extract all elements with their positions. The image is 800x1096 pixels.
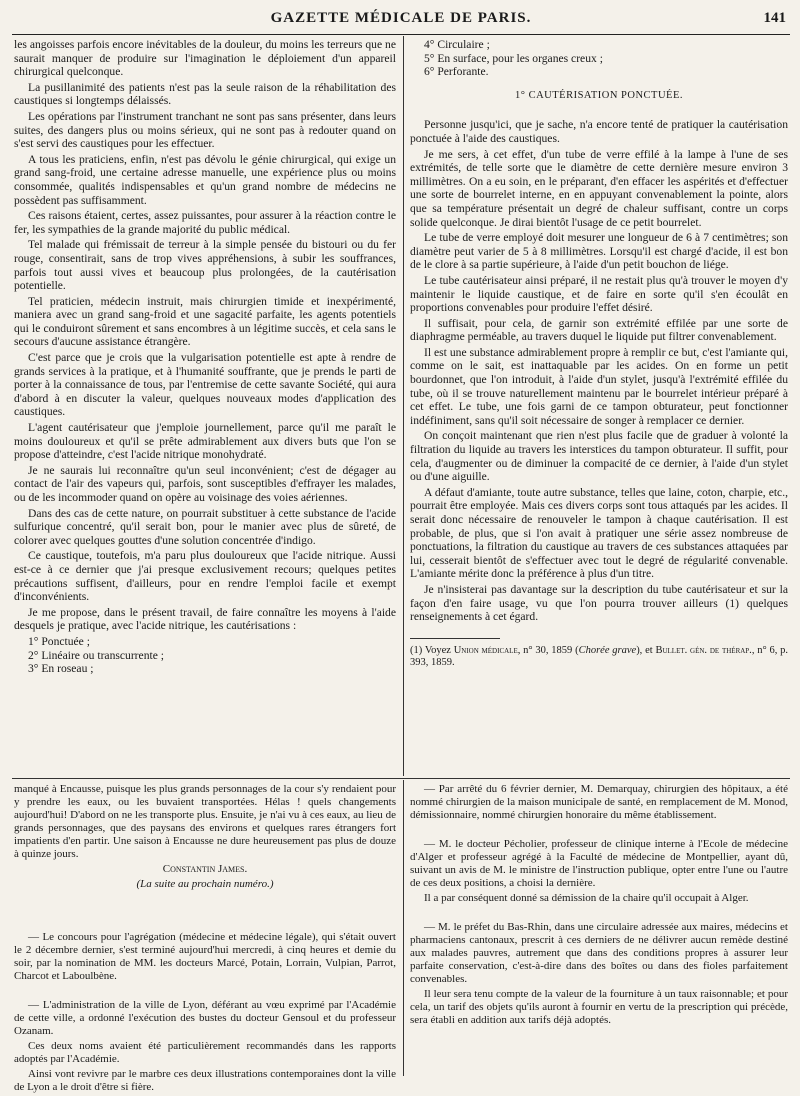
continuation-note: (La suite au prochain numéro.): [136, 878, 274, 890]
paragraph: Il est une substance admirablement propre à remplir ce but, c'est l'amiante qui, comme on le sait, est inattaquable par les acides. On en forme un petit bourdonnet, que l'on introduit, à l'aide d'un stylet, jusqu'à l'extrémité effilée du tube, où il se trouve naturellement maintenu par le bourrelet intérieur préparé à cet effet. Le tube, une fois garni de ce tampon obturateur, peut fonctionner indéfiniment, sans qu'il soit nécessaire de songer à remplacer ce dernier.: [410, 345, 788, 427]
footnote-ref: , n° 30, 1859 (: [517, 644, 579, 656]
list-item: 2° Linéaire ou transcurrente ;: [28, 648, 164, 662]
footnote-journal: Union médicale: [453, 644, 518, 656]
paragraph: Tel praticien, médecin instruit, mais chirurgien timide et inexpérimenté, maniera avec un grand sang-froid et une sagacité parfaite, les agents potentiels qui le conduiront sûrement et sans encombres à un légitime succès, et cela sans le secours d'aucune assistance étrangère.: [14, 294, 396, 349]
column-divider-top: [403, 36, 404, 776]
bottom-right-column: [410, 783, 788, 1029]
footnote-ref-end: ), et: [636, 644, 656, 656]
news-item: Ainsi vont revivre par le marbre ces deux illustrations contemporaines dont la ville de Lyon a le droit d'être si fière.: [14, 1068, 396, 1093]
paragraph: Personne jusqu'ici, que je sache, n'a encore tenté de pratiquer la cautérisation ponctuée à l'aide des caustiques.: [410, 118, 788, 145]
paragraph: Je n'insisterai pas davantage sur la description du tube cautérisateur et sur la façon d'en faire usage, vu que l'on pourra trouver ailleurs (1) quelques renseignements à cet égard.: [410, 582, 788, 624]
news-item: — M. le préfet du Bas-Rhin, dans une circulaire adressée aux maires, médecins et pharmaciens cantonaux, prescrit à ces derniers de ne délivrer aucun remède destiné aux malades pauvres, autrement que dans des conditions propres à assurer leur parfaite conservation, c'est-à-dire dans des boîtes ou dans des fioles parfaitement convenables.: [410, 921, 788, 985]
news-item: Il a par conséquent donné sa démission de la chaire qu'il occupait à Alger.: [424, 892, 749, 904]
news-item: — Le concours pour l'agrégation (médecine et médecine légale), qui s'était ouvert le 2 décembre dernier, s'est terminé aujourd'hui mercredi, à cinq heures et demie du soir, par la nomination de MM. les docteurs Marcé, Potain, Lorrain, Vulpian, Parrot, Charcot et Laboulbène.: [14, 931, 396, 982]
paragraph: La pusillanimité des patients n'est pas la seule raison de la réhabilitation des caustiques si longtemps délaissés.: [14, 80, 396, 108]
paragraph: Je me propose, dans le présent travail, de faire connaître les moyens à l'aide desquels je pratique, avec l'acide nitrique, les cautérisations :: [14, 605, 396, 633]
paragraph: Le tube cautérisateur ainsi préparé, il ne restait plus qu'à trouver le moyen d'y maintenir le liquide caustique, et de faire en sorte qu'il s'en écoulât en proportions convenables pour produire l'effet désiré.: [410, 273, 788, 315]
bottom-left-column: [14, 783, 396, 1096]
list-item: 1° Ponctuée ;: [28, 634, 90, 648]
footnote: [410, 645, 788, 670]
section-heading: 1° CAUTÉRISATION PONCTUÉE.: [515, 89, 683, 101]
paragraph: Le tube de verre employé doit mesurer une longueur de 6 à 7 centimètres; son diamètre peut varier de 5 à 8 millimètres. Lorsqu'il est chargé d'acide, il est bon de le clore à sa partie supérieure, à l'aide d'un petit bouchon de liége.: [410, 231, 788, 272]
footnote-ref: , n° 6, p. 393, 1859.: [410, 644, 788, 669]
paragraph: A défaut d'amiante, toute autre substance, telles que laine, coton, charpie, etc., pourrait être employée. Mais ces divers corps sont tous attaqués par les acides. Il serait donc nécessaire de renouveler le tampon à chaque cautérisation. Il est probable, de plus, que si l'on avait à pratiquer une série assez nombreuse de ponctuations, la filtration du caustique au travers de ces substances attaquées par lui, cesserait bientôt de s'effectuer avec tout le degré de régularité convenable. L'amiante mérite donc la préférence à plus d'un titre.: [410, 485, 788, 581]
footnote-ref-italic: Chorée grave: [578, 644, 637, 656]
paragraph: Tel malade qui frémissait de terreur à la simple pensée du bistouri ou du fer rouge, consentirait, sans de trop vives appréhensions, à subir les souffrances, parfois tout aussi vives et beaucoup plus prolongées, de la cautérisation potentielle.: [14, 238, 396, 293]
news-item: — M. le docteur Pécholier, professeur de clinique interne à l'Ecole de médecine d'Alger et professeur agrégé à la Faculté de médecine de Montpellier, ayant dû, suivant un avis de M. le ministre de l'instruction publique, opter entre l'une ou l'autre de ces deux positions, a choisi la dernière.: [410, 838, 788, 889]
news-item: — Par arrêté du 6 février dernier, M. Demarquay, chirurgien des hôpitaux, a été nommé chirurgien de la maison municipale de santé, en remplacement de M. Monod, démissionnaire, nommé chirurgien honoraire du même établissement.: [410, 783, 788, 821]
paragraph: L'agent cautérisateur que j'emploie journellement, parce qu'il me paraît le moins douloureux et qu'il se prête admirablement aux divers buts que l'on se propose d'atteindre, c'est l'acide nitrique monohydraté.: [14, 421, 396, 462]
page-number: 141: [763, 10, 786, 26]
list-item: 3° En roseau ;: [28, 662, 94, 676]
header-rule: [12, 34, 790, 35]
paragraph: A tous les praticiens, enfin, n'est pas dévolu le génie chirurgical, qui exige un grand sang-froid, une certaine adresse manuelle, une expérience plus ou moins consommée, qualités indispensables et qu'un grand nombre de médecins ne possèdent pas suffisamment.: [14, 152, 396, 207]
news-item: Ces deux noms avaient été particulièrement recommandés dans les rapports adoptés par l'Académie.: [14, 1040, 396, 1065]
list-item: 6° Perforante.: [424, 65, 489, 79]
paragraph: On conçoit maintenant que rien n'est plus facile que de graduer à volonté la filtration du liquide au travers les interstices du tampon obturateur. Il suffit, pour cela, d'augmenter ou de diminuer la compacité de ce dernier, à l'aide d'un stylet ou d'une aiguille.: [410, 429, 788, 484]
paragraph: les angoisses parfois encore inévitables de la douleur, du moins les terreurs que ne saurait manquer de produire sur l'imagination le déploiement d'un appareil chirurgical quelconque.: [14, 38, 396, 79]
paragraph: Ces raisons étaient, certes, assez puissantes, pour assurer à la réaction contre le fer, les sympathies de la grande majorité du public médical.: [14, 209, 396, 236]
news-item: — L'administration de la ville de Lyon, déférant au vœu exprimé par l'Académie de cette ville, a ordonné l'exécution des bustes du docteur Gensoul et du professeur Ozanam.: [14, 999, 396, 1037]
paragraph: Je ne saurais lui reconnaître qu'un seul inconvénient; c'est de dégager au contact de l'air des vapeurs qui, parfois, sont susceptibles d'effrayer les malades, ou de les incommoder quand on opère au voisinage des voies aériennes.: [14, 463, 396, 504]
paragraph: Je me sers, à cet effet, d'un tube de verre effilé à la lampe à l'une de ses extrémités, de telle sorte que le diamètre de cette dernière mesure environ 3 millimètres. On a eu soin, en le préparant, d'en effacer les aspérités et d'effectuer une sorte de bourrelet interne, en en appuyant convenablement la pointe, alors que sa température présentait un degré de chaleur suffisant, contre un corps solide quelconque. Je dirai bientôt l'usage de ce petit bourrelet.: [410, 147, 788, 229]
list-item: 5° En surface, pour les organes creux ;: [424, 51, 603, 65]
paragraph: Dans des cas de cette nature, on pourrait substituer à cette substance de l'acide sulfurique concentré, qu'il serait bon, pour le manier avec plus de sûreté, de colorer avec quelques gouttes d'une solution concentrée d'indigo.: [14, 506, 396, 547]
footnote-journal: Bullet. gén. de thérap.: [655, 644, 752, 656]
list-item: 4° Circulaire ;: [424, 38, 490, 51]
paragraph: manqué à Encausse, puisque les plus grands personnages de la cour s'y rendaient pour y prendre les eaux, ou les buvaient transportées. Hélas ! quels changements aujourd'hui! D'abord on ne les transporte plus. Ensuite, je n'ai vu à ces eaux, au lieu de grands personnages, que des paysans des environs et quelques rares étrangers fort impatients d'en partir. Une saison à Encausse ne dure heureusement pas plus de douze à quinze jours.: [14, 783, 396, 860]
paragraph: Ce caustique, toutefois, m'a paru plus douloureux que l'acide nitrique. Aussi est-ce à ce dernier que j'ai presque exclusivement recours; quelques petites précautions suffisent, d'ailleurs, pour en rendre l'emploi facile et exempt d'inconvénients.: [14, 549, 396, 604]
author-signature: Constantin James.: [162, 863, 248, 875]
footnote-rule: [410, 638, 500, 639]
news-item: Il leur sera tenu compte de la valeur de la fourniture à un taux raisonnable; et pour cela, un tarif des objets qu'ils auront à fournir en vertu de la prescription qui précède, sera établi en addition aux tarifs déjà adoptés.: [410, 988, 788, 1026]
paragraph: Les opérations par l'instrument tranchant ne sont pas sans présenter, dans leurs suites, des dangers plus ou moins sérieux, qui ne sont pas à redouter quand on s'est servi des caustiques pour les effectuer.: [14, 109, 396, 151]
page-title: GAZETTE MÉDICALE DE PARIS.: [270, 10, 532, 26]
paragraph: Il suffisait, pour cela, de garnir son extrémité effilée par une sorte de diaphragme perméable, au travers duquel le liquide put filtrer convenablement.: [410, 316, 788, 344]
paragraph: C'est parce que je crois que la vulgarisation potentielle est apte à rendre de grands services à la pratique, et à l'humanité souffrante, que je prends le parti de porter à la connaissance de tous, par l'entremise de cette savante Société, qui aura d'abord à en discuter la valeur, quelques nouveaux modes d'application des caustiques.: [14, 351, 396, 419]
section-rule: [12, 778, 790, 779]
page-header: [12, 10, 790, 34]
right-column: [410, 38, 788, 672]
footnote-prefix: (1) Voyez: [410, 644, 454, 656]
column-divider-bottom: [403, 780, 404, 1076]
left-column: [14, 38, 396, 676]
